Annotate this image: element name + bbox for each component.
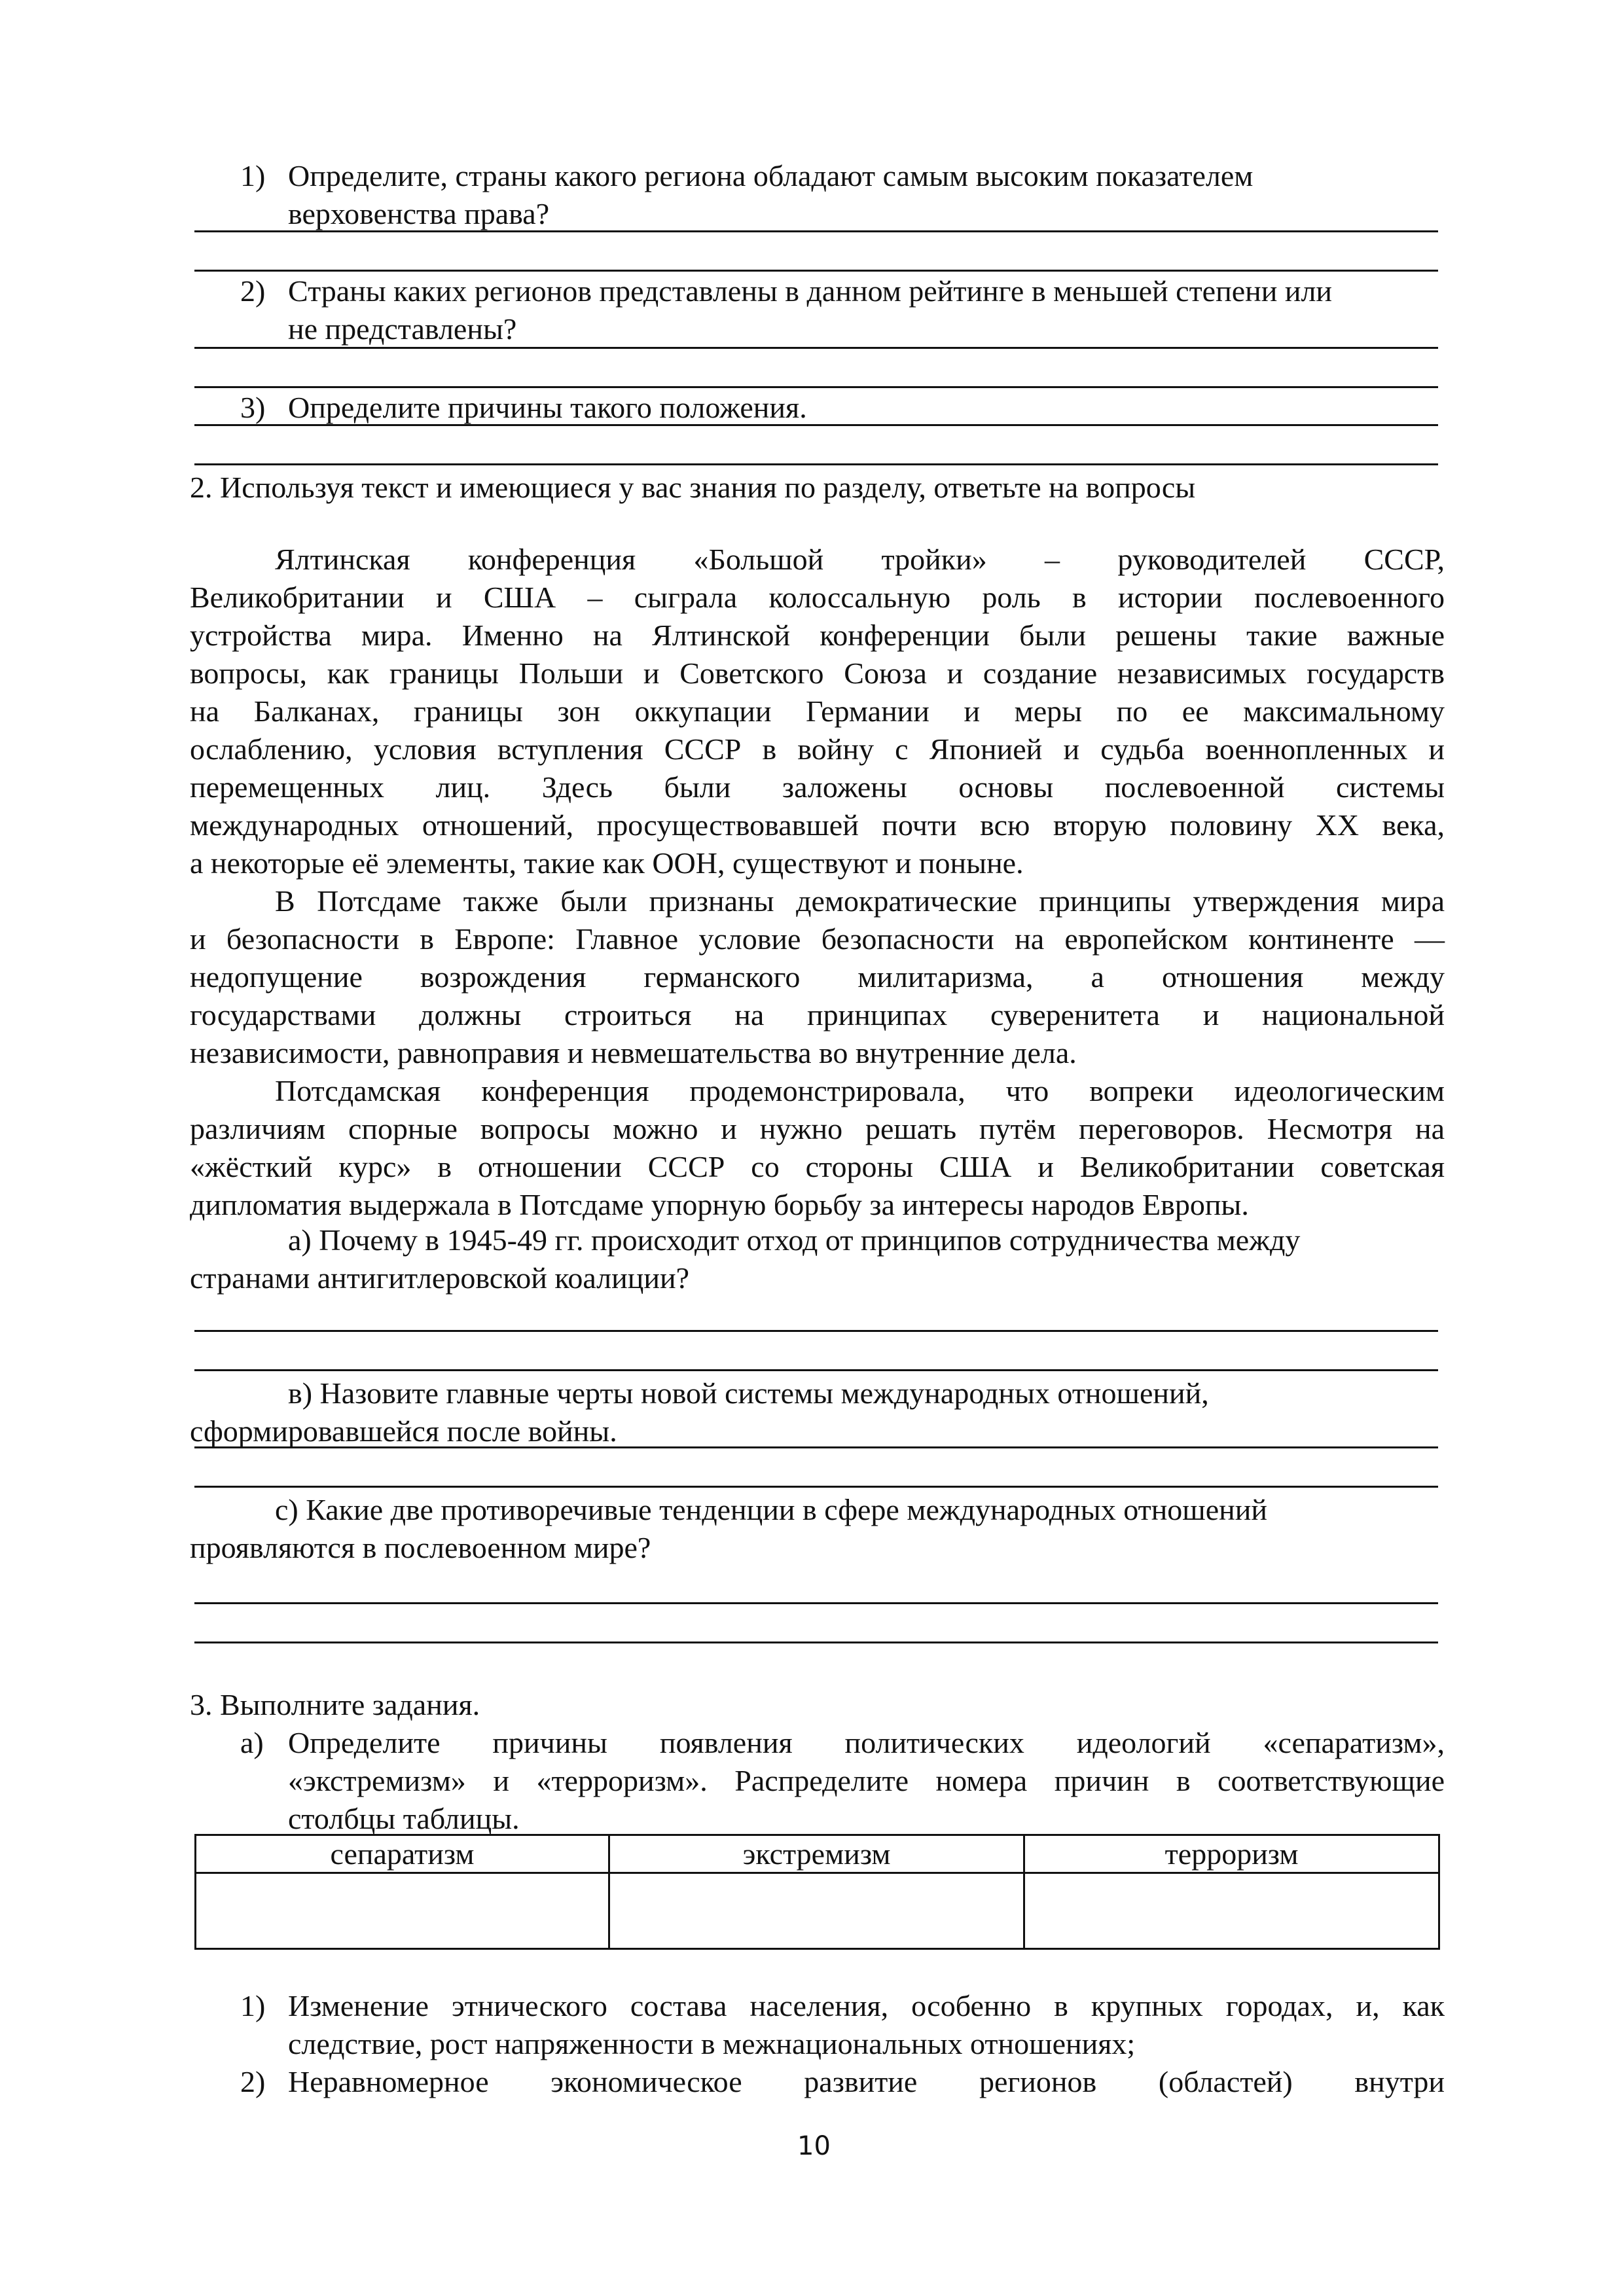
task-a-line: столбцы таблицы. [288,1802,520,1835]
section3-heading: 3. Выполните задания. [190,1688,480,1721]
answer-line [194,1330,1438,1332]
answer-line [194,424,1438,426]
question-b-line2: сформировавшейся после войны. [190,1414,617,1448]
paragraph1-line: устройства мира. Именно на Ялтинской конференции были решены такие важные [190,619,1445,652]
q1-number: 1) [240,159,266,192]
question-b-line1: в) Назовите главные черты новой системы международных отношений, [288,1376,1209,1410]
paragraph3-line: Потсдамская конференция продемонстрировала, что вопреки идеологическим [275,1074,1445,1107]
paragraph1-line: международных отношений, просуществовавшей почти всю вторую половину XX века, [190,808,1445,842]
cause-1-line: следствие, рост напряженности в межнациональных отношениях; [288,2027,1136,2060]
table-cell-terrorism[interactable] [1024,1873,1439,1949]
paragraph1-line: Великобритании и США – сыграла колоссальную роль в истории послевоенного [190,581,1445,614]
paragraph3-line: «жёсткий курс» в отношении СССР со стороны США и Великобритании советская [190,1150,1445,1183]
answer-line [194,230,1438,232]
question-a-line2: странами антигитлеровской коалиции? [190,1261,689,1295]
task-a-line: «экстремизм» и «терроризм». Распределите номера причин в соответствующие [288,1764,1445,1797]
page-number: 10 [797,2131,831,2161]
answer-line [194,1641,1438,1643]
q2-text-line1: Страны каких регионов представлены в данном рейтинге в меньшей степени или [288,274,1333,308]
answer-line [194,270,1438,272]
question-c-line1: с) Какие две противоречивые тенденции в сфере международных отношений [275,1493,1268,1526]
section2-heading: 2. Используя текст и имеющиеся у вас знания по разделу, ответьте на вопросы [190,471,1196,504]
paragraph3-line: различиям спорные вопросы можно и нужно решать путём переговоров. Несмотря на [190,1112,1445,1145]
cause-1-number: 1) [240,1989,266,2022]
paragraph1-line: на Балканах, границы зон оккупации Германии и меры по ее максимальному [190,694,1445,728]
table-cell-separatism[interactable] [196,1873,609,1949]
paragraph2-line: и безопасности в Европе: Главное условие безопасности на европейском континенте — [190,922,1445,956]
paragraph1-line: Ялтинская конференция «Большой тройки» – руководителей СССР, [275,543,1445,576]
answer-line [194,1446,1438,1448]
paragraph3-line: дипломатия выдержала в Потсдаме упорную борьбу за интересы народов Европы. [190,1188,1249,1221]
table-header-separatism: сепаратизм [196,1835,609,1873]
paragraph2-line: независимости, равноправия и невмешательства во внутренние дела. [190,1036,1077,1069]
q3-text-line1: Определите причины такого положения. [288,391,807,424]
paragraph2-line: недопущение возрождения германского милитаризма, а отношения между [190,960,1445,994]
paragraph1-line: перемещенных лиц. Здесь были заложены основы послевоенной системы [190,770,1445,804]
paragraph2-line: В Потсдаме также были признаны демократические принципы утверждения мира [275,884,1445,918]
paragraph2-line: государствами должны строиться на принципах суверенитета и национальной [190,998,1445,1031]
q2-number: 2) [240,274,266,308]
paragraph1-line: ослаблению, условия вступления СССР в войну с Японией и судьба военнопленных и [190,732,1445,766]
answer-line [194,347,1438,349]
answer-line [194,1369,1438,1371]
answer-line [194,463,1438,465]
q1-text-line2: верховенства права? [288,197,550,230]
paragraph1-line: вопросы, как границы Польши и Советского Союза и создание независимых государств [190,656,1445,690]
question-c-line2: проявляются в послевоенном мире? [190,1531,651,1564]
ideology-table [194,1834,1440,1950]
answer-line [194,1602,1438,1604]
q2-text-line2: не представлены? [288,312,517,346]
table-cell-extremism[interactable] [609,1873,1024,1949]
cause-2-line: Неравномерное экономическое развитие регионов (областей) внутри [288,2065,1445,2098]
answer-line [194,386,1438,388]
question-a-line1: а) Почему в 1945-49 гг. происходит отход от принципов сотрудничества между [288,1223,1301,1257]
cause-1-line: Изменение этнического состава населения, особенно в крупных городах, и, как [288,1989,1445,2022]
paragraph1-line: а некоторые её элементы, такие как ООН, существуют и поныне. [190,846,1024,880]
table-header-terrorism: терроризм [1024,1835,1439,1873]
q3-number: 3) [240,391,266,424]
table-header-extremism: экстремизм [609,1835,1024,1873]
q1-text-line1: Определите, страны какого региона обладают самым высоким показателем [288,159,1254,192]
cause-2-number: 2) [240,2065,266,2098]
answer-line [194,1486,1438,1488]
task-a-line: Определите причины появления политических идеологий «сепаратизм», [288,1726,1445,1759]
task-a-marker: а) [240,1726,264,1759]
